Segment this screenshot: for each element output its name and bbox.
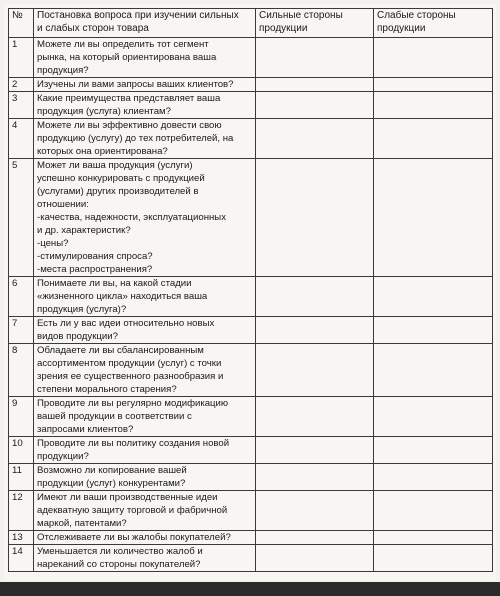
row-question: Возможно ли копирование вашей продукции (услуг) конкурентами? [34,464,256,491]
row-weak-cell [374,317,493,344]
row-num: 13 [9,531,34,545]
row-num: 14 [9,545,34,572]
row-strong-cell [256,78,374,92]
row-num: 4 [9,119,34,159]
row-weak-cell [374,545,493,572]
row-weak-cell [374,531,493,545]
row-question: Отслеживаете ли вы жалобы покупателей? [34,531,256,545]
table-row [9,397,493,437]
row-question: Проводите ли вы политику создания новой продукции? [34,437,256,464]
header-row [9,9,493,38]
row-question: Изучены ли вами запросы ваших клиентов? [34,78,256,92]
row-num: 9 [9,397,34,437]
row-num: 10 [9,437,34,464]
table-row [9,317,493,344]
row-strong-cell [256,491,374,531]
row-strong-cell [256,277,374,317]
row-question: Какие преимущества представляет ваша продукция (услуга) клиентам? [34,92,256,119]
row-strong-cell [256,159,374,277]
row-strong-cell [256,344,374,397]
table-row [9,119,493,159]
row-num: 6 [9,277,34,317]
document-page [4,4,496,580]
table-row [9,437,493,464]
row-weak-cell [374,437,493,464]
row-question: Можете ли вы эффективно довести свою продукцию (услугу) до тех потребителей, на которых она ориентирована? [34,119,256,159]
row-strong-cell [256,437,374,464]
row-question: Можете ли вы определить тот сегмент рынка, на который ориентирована ваша продукция? [34,38,256,78]
row-question: Может ли ваша продукция (услуги) успешно конкурировать с продукцией (услугами) других производителей в отношении: -качества, надежности, эксплуатационных и др. характеристик? -цены? -стимулирования спроса? -места распространения? [34,159,256,277]
row-num: 1 [9,38,34,78]
table-row [9,344,493,397]
row-weak-cell [374,344,493,397]
row-strong-cell [256,38,374,78]
row-weak-cell [374,397,493,437]
table-row [9,464,493,491]
row-num: 12 [9,491,34,531]
row-weak-cell [374,78,493,92]
row-question: Имеют ли ваши производственные идеи адекватную защиту торговой и фабричной маркой, патентами? [34,491,256,531]
row-weak-cell [374,491,493,531]
row-strong-cell [256,464,374,491]
table-row [9,38,493,78]
row-weak-cell [374,119,493,159]
row-num: 5 [9,159,34,277]
row-strong-cell [256,531,374,545]
row-question: Проводите ли вы регулярно модификацию вашей продукции в соответствии с запросами клиентов? [34,397,256,437]
row-num: 7 [9,317,34,344]
header-question: Постановка вопроса при изучении сильных и слабых сторон товара [34,9,256,38]
row-question: Уменьшается ли количество жалоб и нареканий со стороны покупателей? [34,545,256,572]
row-num: 11 [9,464,34,491]
swot-product-table [8,8,493,572]
table-row [9,92,493,119]
table-row [9,78,493,92]
header-weak: Слабые стороны продукции [374,9,493,38]
row-num: 3 [9,92,34,119]
row-strong-cell [256,317,374,344]
row-strong-cell [256,92,374,119]
bottom-dark-strip [0,582,500,596]
row-strong-cell [256,545,374,572]
header-strong: Сильные стороны продукции [256,9,374,38]
table-row [9,531,493,545]
table-row [9,545,493,572]
row-num: 2 [9,78,34,92]
row-weak-cell [374,159,493,277]
table-row [9,277,493,317]
row-weak-cell [374,38,493,78]
row-weak-cell [374,464,493,491]
table-row [9,491,493,531]
row-question: Обладаете ли вы сбалансированным ассортиментом продукции (услуг) с точки зрения ее существенного разнообразия и степени морального старения? [34,344,256,397]
row-question: Понимаете ли вы, на какой стадии «жизненного цикла» находиться ваша продукция (услуга)? [34,277,256,317]
table-row [9,159,493,277]
row-strong-cell [256,397,374,437]
header-num: № [9,9,34,38]
row-weak-cell [374,277,493,317]
row-weak-cell [374,92,493,119]
row-strong-cell [256,119,374,159]
row-question: Есть ли у вас идеи относительно новых видов продукции? [34,317,256,344]
row-num: 8 [9,344,34,397]
